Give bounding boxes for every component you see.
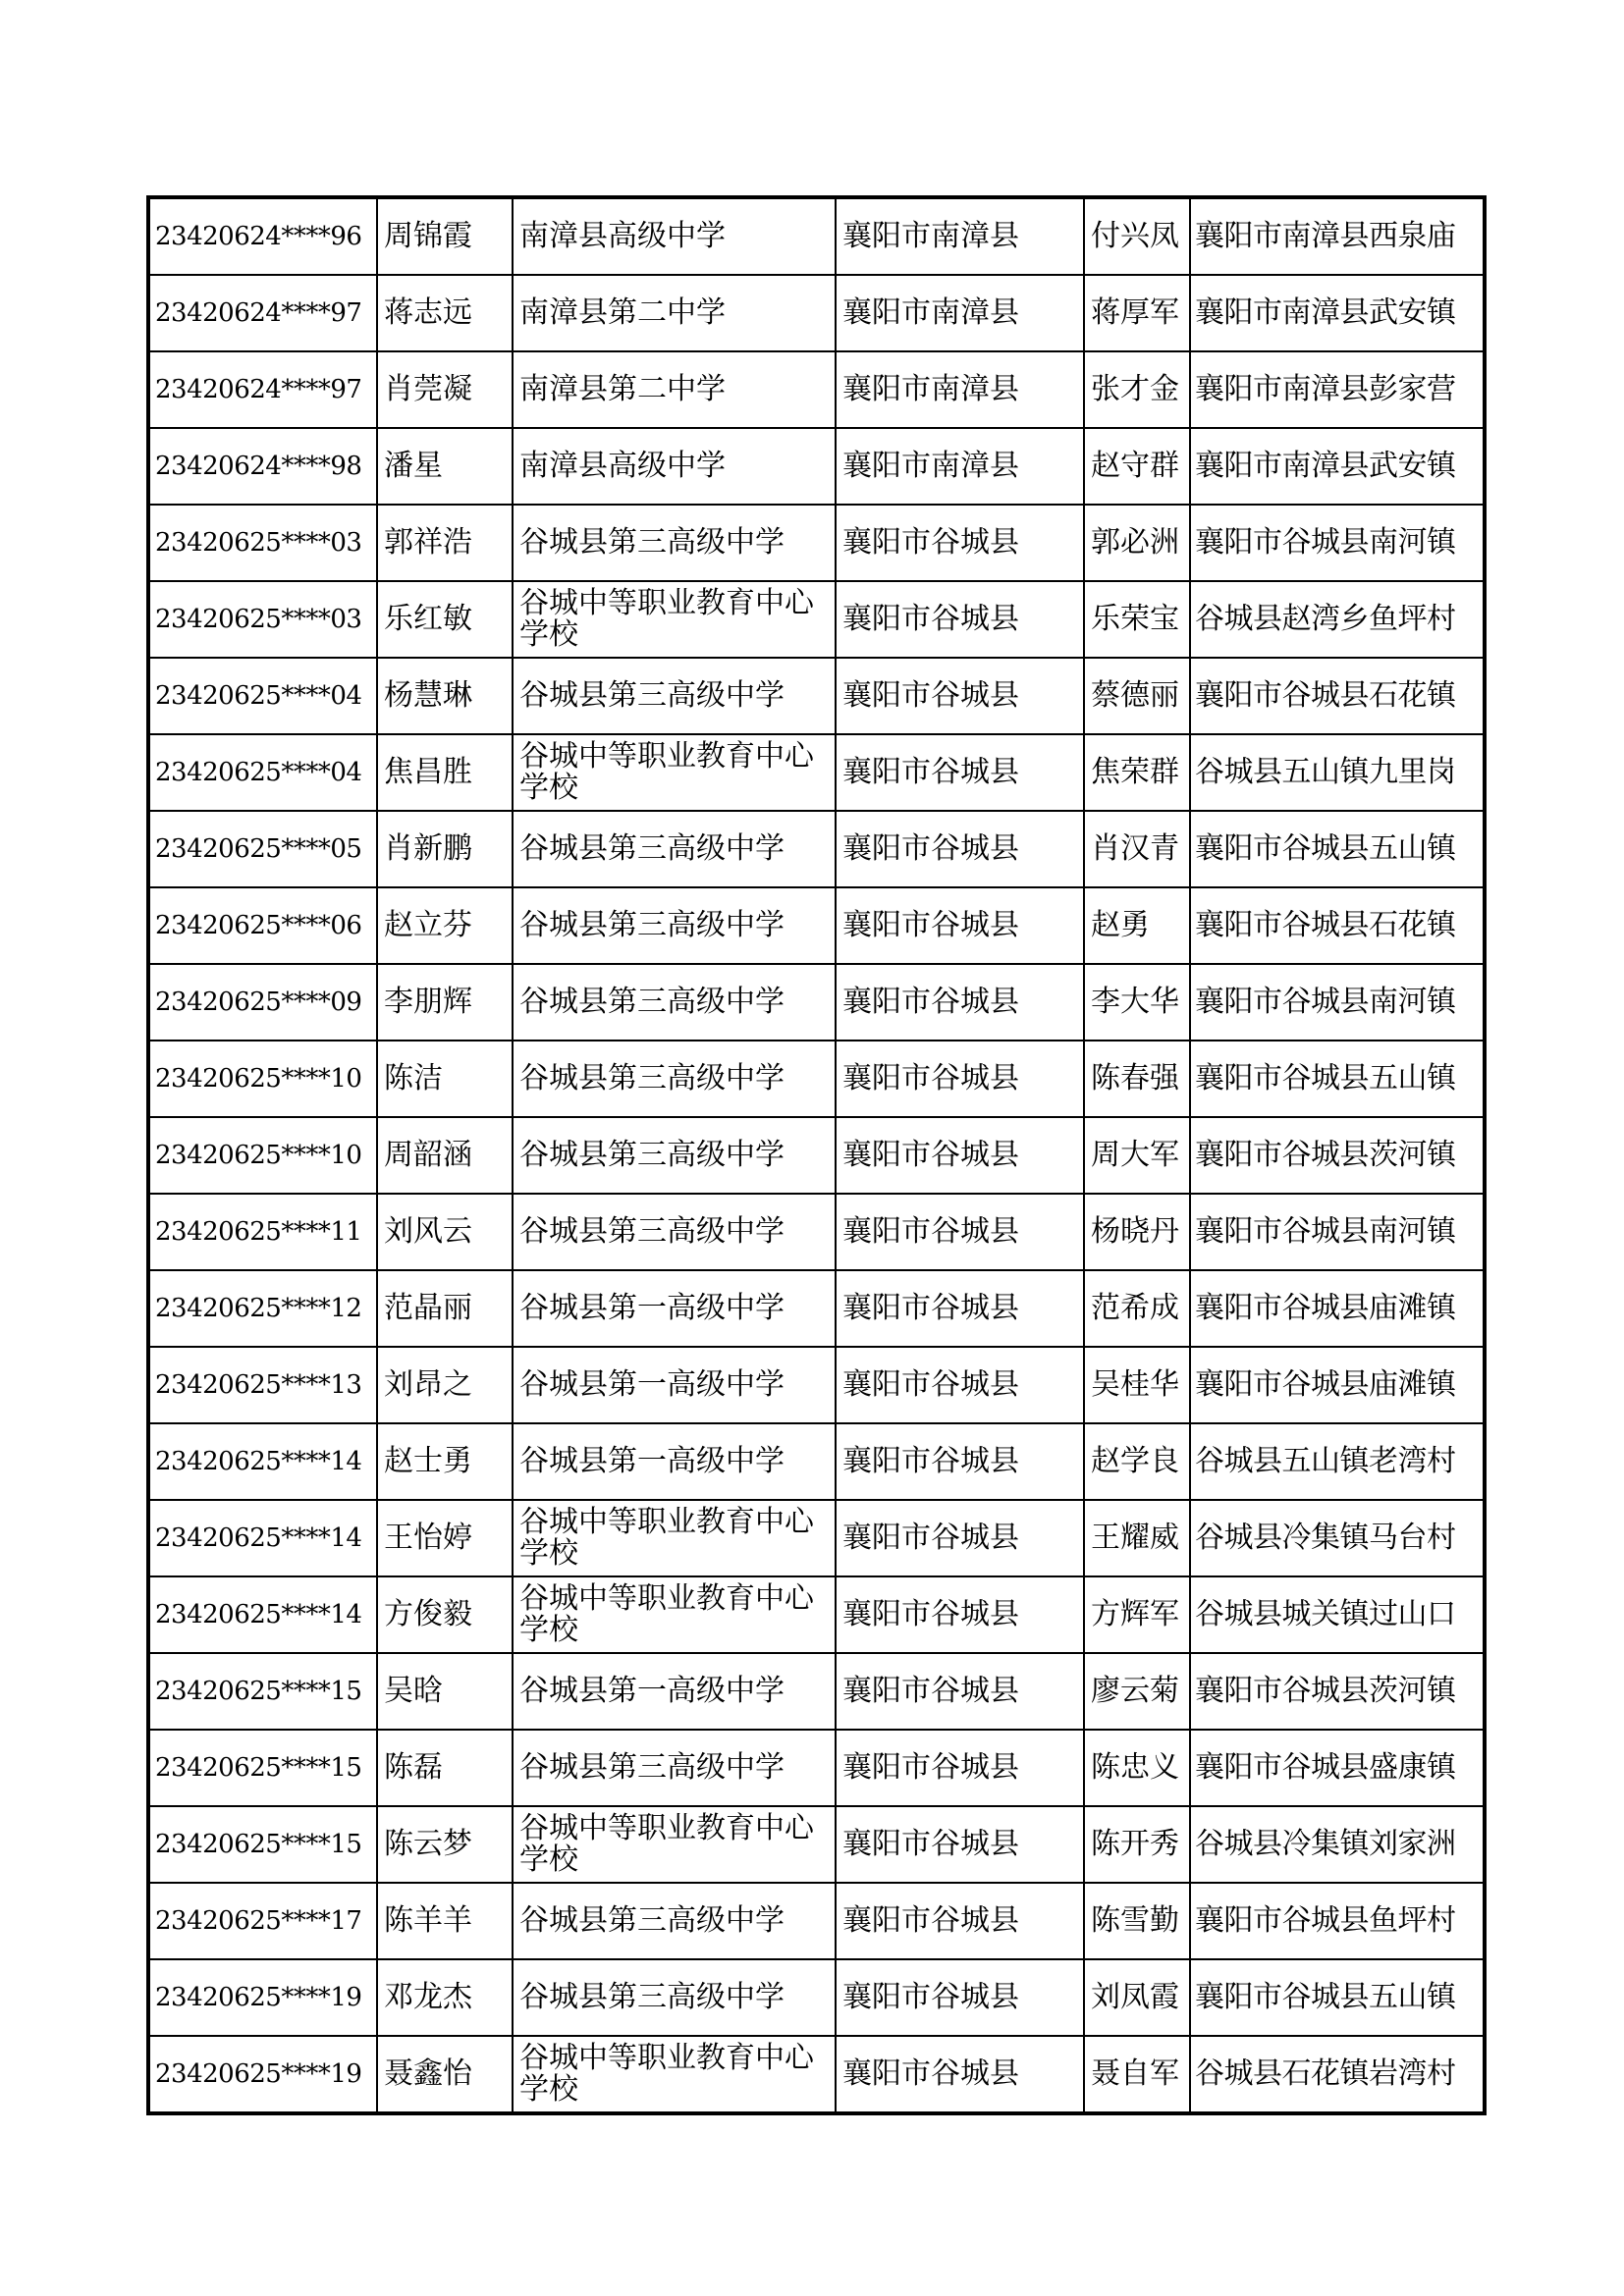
- address-cell: 襄阳市南漳县彭家营: [1190, 351, 1485, 428]
- student-name-cell: 郭祥浩: [377, 505, 513, 581]
- address-cell: 襄阳市谷城县庙滩镇: [1190, 1347, 1485, 1423]
- student-name-cell: 乐红敏: [377, 581, 513, 658]
- id-number-cell: 23420625****09: [148, 964, 377, 1041]
- address-cell: 襄阳市谷城县茨河镇: [1190, 1653, 1485, 1730]
- address-cell: 谷城县赵湾乡鱼坪村: [1190, 581, 1485, 658]
- table-row: [148, 197, 1485, 275]
- student-name-cell: 周韶涵: [377, 1117, 513, 1194]
- table-row: [148, 1730, 1485, 1806]
- region-cell: 襄阳市南漳县: [836, 275, 1084, 351]
- region-cell: 襄阳市谷城县: [836, 1194, 1084, 1270]
- guardian-name-cell: 乐荣宝: [1084, 581, 1190, 658]
- address-cell: 襄阳市南漳县武安镇: [1190, 428, 1485, 505]
- region-cell: 襄阳市谷城县: [836, 1883, 1084, 1959]
- address-cell: 襄阳市谷城县盛康镇: [1190, 1730, 1485, 1806]
- student-name-cell: 肖新鹏: [377, 811, 513, 887]
- school-cell: 谷城县第三高级中学: [513, 1194, 836, 1270]
- region-cell: 襄阳市谷城县: [836, 887, 1084, 964]
- school-cell: 南漳县高级中学: [513, 428, 836, 505]
- school-cell: 谷城县第三高级中学: [513, 1117, 836, 1194]
- table-row: [148, 734, 1485, 811]
- id-number-cell: 23420625****13: [148, 1347, 377, 1423]
- id-number-cell: 23420625****03: [148, 581, 377, 658]
- student-name-cell: 刘昂之: [377, 1347, 513, 1423]
- address-cell: 襄阳市谷城县茨河镇: [1190, 1117, 1485, 1194]
- guardian-name-cell: 赵学良: [1084, 1423, 1190, 1500]
- school-cell: 南漳县第二中学: [513, 351, 836, 428]
- table-row: [148, 275, 1485, 351]
- guardian-name-cell: 郭必洲: [1084, 505, 1190, 581]
- id-number-cell: 23420625****12: [148, 1270, 377, 1347]
- guardian-name-cell: 杨晓丹: [1084, 1194, 1190, 1270]
- table-row: [148, 2036, 1485, 2113]
- student-name-cell: 陈磊: [377, 1730, 513, 1806]
- id-number-cell: 23420624****97: [148, 351, 377, 428]
- address-cell: 谷城县石花镇岩湾村: [1190, 2036, 1485, 2113]
- guardian-name-cell: 肖汉青: [1084, 811, 1190, 887]
- table-row: [148, 1653, 1485, 1730]
- guardian-name-cell: 刘凤霞: [1084, 1959, 1190, 2036]
- school-cell: 谷城中等职业教育中心学校: [513, 734, 836, 811]
- table-row: [148, 581, 1485, 658]
- table-row: [148, 1117, 1485, 1194]
- id-number-cell: 23420625****15: [148, 1806, 377, 1883]
- student-name-cell: 蒋志远: [377, 275, 513, 351]
- student-name-cell: 陈羊羊: [377, 1883, 513, 1959]
- roster-table: [146, 195, 1487, 2115]
- region-cell: 襄阳市谷城县: [836, 1270, 1084, 1347]
- school-cell: 谷城县第三高级中学: [513, 1730, 836, 1806]
- guardian-name-cell: 蒋厚军: [1084, 275, 1190, 351]
- table-row: [148, 964, 1485, 1041]
- id-number-cell: 23420625****17: [148, 1883, 377, 1959]
- student-name-cell: 潘星: [377, 428, 513, 505]
- table-row: [148, 811, 1485, 887]
- student-name-cell: 赵士勇: [377, 1423, 513, 1500]
- guardian-name-cell: 赵守群: [1084, 428, 1190, 505]
- id-number-cell: 23420625****15: [148, 1730, 377, 1806]
- address-cell: 襄阳市谷城县南河镇: [1190, 505, 1485, 581]
- school-cell: 谷城中等职业教育中心学校: [513, 2036, 836, 2113]
- region-cell: 襄阳市谷城县: [836, 658, 1084, 734]
- address-cell: 谷城县城关镇过山口: [1190, 1576, 1485, 1653]
- region-cell: 襄阳市谷城县: [836, 1117, 1084, 1194]
- school-cell: 谷城中等职业教育中心学校: [513, 581, 836, 658]
- guardian-name-cell: 陈开秀: [1084, 1806, 1190, 1883]
- table-row: [148, 428, 1485, 505]
- table-row: [148, 1883, 1485, 1959]
- guardian-name-cell: 聂自军: [1084, 2036, 1190, 2113]
- student-name-cell: 范晶丽: [377, 1270, 513, 1347]
- address-cell: 襄阳市谷城县五山镇: [1190, 1959, 1485, 2036]
- region-cell: 襄阳市谷城县: [836, 1730, 1084, 1806]
- school-cell: 谷城中等职业教育中心学校: [513, 1576, 836, 1653]
- id-number-cell: 23420625****05: [148, 811, 377, 887]
- school-cell: 谷城县第三高级中学: [513, 887, 836, 964]
- school-cell: 谷城县第三高级中学: [513, 1883, 836, 1959]
- school-cell: 谷城县第三高级中学: [513, 1959, 836, 2036]
- table-row: [148, 658, 1485, 734]
- table-row: [148, 1423, 1485, 1500]
- guardian-name-cell: 赵勇: [1084, 887, 1190, 964]
- guardian-name-cell: 陈春强: [1084, 1041, 1190, 1117]
- guardian-name-cell: 李大华: [1084, 964, 1190, 1041]
- guardian-name-cell: 焦荣群: [1084, 734, 1190, 811]
- region-cell: 襄阳市谷城县: [836, 1653, 1084, 1730]
- school-cell: 谷城中等职业教育中心学校: [513, 1500, 836, 1576]
- student-name-cell: 李朋辉: [377, 964, 513, 1041]
- id-number-cell: 23420625****19: [148, 1959, 377, 2036]
- roster-table-body: [148, 197, 1485, 2113]
- region-cell: 襄阳市谷城县: [836, 1500, 1084, 1576]
- id-number-cell: 23420625****15: [148, 1653, 377, 1730]
- table-row: [148, 887, 1485, 964]
- id-number-cell: 23420625****06: [148, 887, 377, 964]
- school-cell: 南漳县高级中学: [513, 197, 836, 275]
- region-cell: 襄阳市谷城县: [836, 734, 1084, 811]
- guardian-name-cell: 范希成: [1084, 1270, 1190, 1347]
- student-name-cell: 吴晗: [377, 1653, 513, 1730]
- school-cell: 谷城县第一高级中学: [513, 1270, 836, 1347]
- id-number-cell: 23420624****96: [148, 197, 377, 275]
- id-number-cell: 23420624****98: [148, 428, 377, 505]
- guardian-name-cell: 方辉军: [1084, 1576, 1190, 1653]
- guardian-name-cell: 王耀威: [1084, 1500, 1190, 1576]
- guardian-name-cell: 陈忠义: [1084, 1730, 1190, 1806]
- table-row: [148, 1347, 1485, 1423]
- table-row: [148, 1270, 1485, 1347]
- guardian-name-cell: 周大军: [1084, 1117, 1190, 1194]
- address-cell: 谷城县五山镇九里岗: [1190, 734, 1485, 811]
- address-cell: 襄阳市谷城县五山镇: [1190, 1041, 1485, 1117]
- id-number-cell: 23420625****04: [148, 734, 377, 811]
- address-cell: 谷城县冷集镇马台村: [1190, 1500, 1485, 1576]
- school-cell: 谷城县第一高级中学: [513, 1347, 836, 1423]
- address-cell: 襄阳市谷城县鱼坪村: [1190, 1883, 1485, 1959]
- school-cell: 谷城中等职业教育中心学校: [513, 1806, 836, 1883]
- region-cell: 襄阳市谷城县: [836, 1423, 1084, 1500]
- address-cell: 襄阳市南漳县西泉庙: [1190, 197, 1485, 275]
- region-cell: 襄阳市南漳县: [836, 428, 1084, 505]
- table-row: [148, 1576, 1485, 1653]
- id-number-cell: 23420625****10: [148, 1117, 377, 1194]
- student-name-cell: 杨慧琳: [377, 658, 513, 734]
- guardian-name-cell: 张才金: [1084, 351, 1190, 428]
- school-cell: 谷城县第三高级中学: [513, 505, 836, 581]
- student-name-cell: 肖莞凝: [377, 351, 513, 428]
- guardian-name-cell: 付兴凤: [1084, 197, 1190, 275]
- id-number-cell: 23420625****11: [148, 1194, 377, 1270]
- id-number-cell: 23420625****14: [148, 1500, 377, 1576]
- region-cell: 襄阳市南漳县: [836, 197, 1084, 275]
- id-number-cell: 23420625****04: [148, 658, 377, 734]
- region-cell: 襄阳市谷城县: [836, 1806, 1084, 1883]
- address-cell: 谷城县冷集镇刘家洲: [1190, 1806, 1485, 1883]
- address-cell: 襄阳市谷城县南河镇: [1190, 1194, 1485, 1270]
- student-name-cell: 周锦霞: [377, 197, 513, 275]
- table-row: [148, 1959, 1485, 2036]
- student-name-cell: 赵立芬: [377, 887, 513, 964]
- region-cell: 襄阳市谷城县: [836, 811, 1084, 887]
- table-row: [148, 1041, 1485, 1117]
- table-row: [148, 1500, 1485, 1576]
- region-cell: 襄阳市谷城县: [836, 2036, 1084, 2113]
- address-cell: 襄阳市谷城县石花镇: [1190, 658, 1485, 734]
- table-row: [148, 1806, 1485, 1883]
- address-cell: 襄阳市谷城县南河镇: [1190, 964, 1485, 1041]
- school-cell: 谷城县第三高级中学: [513, 1041, 836, 1117]
- school-cell: 谷城县第一高级中学: [513, 1653, 836, 1730]
- id-number-cell: 23420624****97: [148, 275, 377, 351]
- region-cell: 襄阳市谷城县: [836, 505, 1084, 581]
- guardian-name-cell: 陈雪勤: [1084, 1883, 1190, 1959]
- student-name-cell: 邓龙杰: [377, 1959, 513, 2036]
- region-cell: 襄阳市谷城县: [836, 1347, 1084, 1423]
- region-cell: 襄阳市谷城县: [836, 1959, 1084, 2036]
- id-number-cell: 23420625****14: [148, 1576, 377, 1653]
- address-cell: 襄阳市南漳县武安镇: [1190, 275, 1485, 351]
- guardian-name-cell: 蔡德丽: [1084, 658, 1190, 734]
- id-number-cell: 23420625****03: [148, 505, 377, 581]
- region-cell: 襄阳市谷城县: [836, 581, 1084, 658]
- school-cell: 南漳县第二中学: [513, 275, 836, 351]
- student-name-cell: 陈洁: [377, 1041, 513, 1117]
- address-cell: 襄阳市谷城县石花镇: [1190, 887, 1485, 964]
- region-cell: 襄阳市谷城县: [836, 964, 1084, 1041]
- id-number-cell: 23420625****19: [148, 2036, 377, 2113]
- student-name-cell: 陈云梦: [377, 1806, 513, 1883]
- region-cell: 襄阳市南漳县: [836, 351, 1084, 428]
- region-cell: 襄阳市谷城县: [836, 1576, 1084, 1653]
- school-cell: 谷城县第三高级中学: [513, 658, 836, 734]
- region-cell: 襄阳市谷城县: [836, 1041, 1084, 1117]
- address-cell: 襄阳市谷城县五山镇: [1190, 811, 1485, 887]
- student-name-cell: 王怡婷: [377, 1500, 513, 1576]
- table-row: [148, 1194, 1485, 1270]
- student-name-cell: 聂鑫怡: [377, 2036, 513, 2113]
- school-cell: 谷城县第一高级中学: [513, 1423, 836, 1500]
- address-cell: 襄阳市谷城县庙滩镇: [1190, 1270, 1485, 1347]
- address-cell: 谷城县五山镇老湾村: [1190, 1423, 1485, 1500]
- student-name-cell: 焦昌胜: [377, 734, 513, 811]
- id-number-cell: 23420625****10: [148, 1041, 377, 1117]
- guardian-name-cell: 廖云菊: [1084, 1653, 1190, 1730]
- table-row: [148, 351, 1485, 428]
- student-name-cell: 方俊毅: [377, 1576, 513, 1653]
- student-name-cell: 刘风云: [377, 1194, 513, 1270]
- id-number-cell: 23420625****14: [148, 1423, 377, 1500]
- guardian-name-cell: 吴桂华: [1084, 1347, 1190, 1423]
- school-cell: 谷城县第三高级中学: [513, 964, 836, 1041]
- school-cell: 谷城县第三高级中学: [513, 811, 836, 887]
- table-row: [148, 505, 1485, 581]
